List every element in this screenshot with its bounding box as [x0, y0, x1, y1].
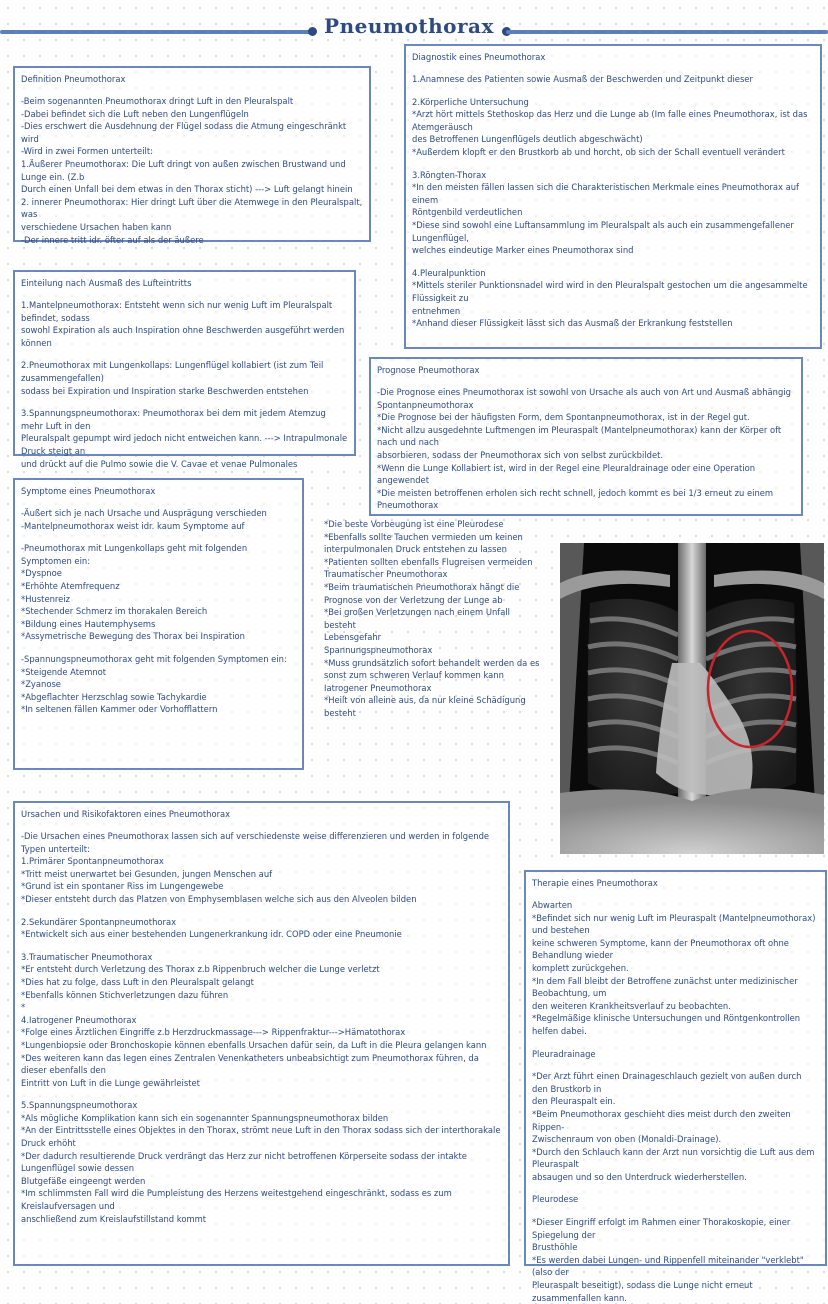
ursachen-line: 4.Iatrogener Pneumothorax	[21, 1014, 137, 1025]
diagnostik-spacer	[412, 159, 814, 169]
ursachen-spacer	[21, 906, 502, 916]
symptome-line: -Mantelpneumothorax weist idr. kaum Symptome auf	[21, 520, 245, 531]
symptome-line: *Zyanose	[21, 679, 61, 690]
vorbeugung-line: *Heilt von alleine aus, da nur kleine Schädigung besteht	[324, 695, 526, 718]
diagnostik-line: *In den meisten fällen lassen sich die Charakteristischen Merkmale eines Pneumothorax auf einem	[412, 182, 799, 205]
vorbeugung-line: Spannungspneumothorax	[324, 644, 433, 655]
therapie-line: den weiteren Krankheitsverlauf zu beobachten.	[532, 1000, 731, 1011]
prognose-line: *Wenn die Lunge Kollabiert ist, wird in der Regel eine Pleuraldrainage oder eine Operation angewendet	[377, 462, 756, 486]
symptome-line: *Erhöhte Atemfrequenz	[21, 580, 120, 591]
symptome-line: -Pneumothorax mit Lungenkollaps geht mit folgenden Symptomen ein:	[21, 543, 248, 566]
definition-line: 2. innerer Pneumothorax: Hier dringt Luft über die Atemwege in den Pleuralspalt, was	[21, 196, 363, 220]
einteilung-spacer	[21, 349, 348, 359]
ursachen-line: *Des weiteren kann das legen eines Zentralen Venenkatheters unbeabsichtigt zum Pneumothorax führen, da dieser ebenfalls den	[21, 1052, 479, 1076]
therapie-line: komplett zurückgehen.	[532, 962, 629, 973]
vorbeugung-line: interpulmonalen Druck entstehen zu lassen	[324, 544, 507, 555]
einteilung-line: sowohl Expiration als auch Inspiration ohne Beschwerden ausgeführt werden können	[21, 325, 345, 348]
diagnostik-heading: Diagnostik eines Pneumothorax	[412, 52, 546, 62]
diagnostik-line: 3.Röngten-Thorax	[412, 169, 487, 180]
vorbeugung-line: Iatrogener Pneumothorax	[324, 682, 432, 693]
ursachen-line: Eintritt von Luft in die Lunge gewährleistet	[21, 1077, 200, 1088]
symptome-line: *Bildung eines Hautemphysems	[21, 618, 156, 629]
ursachen-line: 2.Sekundärer Spontanpneumothorax	[21, 916, 177, 927]
prognose-line: Spontanpneumothorax	[377, 399, 474, 410]
ursachen-line: -Die Ursachen eines Pneumothorax lassen sich auf verschiedenste weise differenzieren und werden in folgende Typen unterteilt:	[21, 831, 490, 854]
ursachen-line: *Als mögliche Komplikation kann sich ein sogenannter Spannungspneumothorax bilden	[21, 1112, 389, 1123]
title-line-left	[0, 30, 312, 34]
symptome-line: *Steigende Atemnot	[21, 666, 107, 677]
therapie-line: den Pleuraspalt ein.	[532, 1096, 616, 1107]
symptome-line: -Spannungspneumothorax geht mit folgenden Symptomen ein:	[21, 653, 287, 664]
diagnostik-spacer	[412, 257, 814, 267]
therapie-spacer	[532, 1038, 819, 1048]
diagnostik-line: Röntgenbild verdeutlichen	[412, 207, 523, 218]
vorbeugung-line: *Bei großen Verletzungen nach einem Unfall besteht	[324, 607, 511, 630]
therapie-line: Abwarten	[532, 900, 573, 910]
einteilung-line: und drückt auf die Pulmo sowie die V. Cavae et venae Pulmonales	[21, 458, 298, 469]
therapie-line: *Durch den Schlauch kann der Arzt nun vorsichtig die Luft aus dem Pleuraspalt	[532, 1146, 815, 1170]
chest-xray-image	[560, 543, 824, 854]
therapie-line: *Beim Pneumothorax geschieht dies meist durch den zweiten Rippen-	[532, 1108, 791, 1132]
definition-line: -Dabei befindet sich die Luft neben den Lungenflügeln	[21, 108, 249, 119]
ursachen-line: *Tritt meist unerwartet bei Gesunden, jungen Menschen auf	[21, 868, 273, 879]
einteilung-line: 2.Pneumothorax mit Lungenkollaps: Lungenflügel kollabiert (ist zum Teil zusammengefallen)	[21, 360, 324, 383]
vorbeugung-line: Lebensgefahr	[324, 632, 382, 643]
ursachen-line: *Dieser entsteht durch das Platzen von Emphysemblasen welche sich aus den Alveolen bilden	[21, 893, 417, 904]
prognose-heading: Prognose Pneumothorax	[377, 365, 480, 375]
diagnostik-line: *Arzt hört mittels Stethoskop das Herz und die Lunge ab (Im falle eines Pneumothorax, ist das Atemgeräusch	[412, 109, 808, 132]
ursachen-line: *An der Eintrittsstelle eines Objektes in den Thorax, strömt neue Luft in den Thorax sodass sich der interthorakale Druck erhöht	[21, 1125, 501, 1149]
ursachen-spacer	[21, 1089, 502, 1099]
vorbeugung-line: *Ebenfalls sollte Tauchen vermieden um keinen	[324, 531, 523, 542]
vorbeugung-line: Traumatischer Pneumothorax	[324, 569, 448, 580]
diagnostik-line: des Betroffenen Lungenflügels deutlich abgeschwächt)	[412, 134, 643, 145]
prognose-line: -Die Prognose eines Pneumothorax ist sowohl von Ursache als auch von Art und Ausmaß abhängig	[377, 387, 791, 397]
ursachen-spacer	[21, 941, 502, 951]
einteilung-box	[13, 270, 356, 469]
vorbeugung-line: *Beim traumatischen Pneumothorax hängt die	[324, 581, 520, 592]
definition-line: Durch einen Unfall bei dem etwas in den Thorax sticht) ---> Luft gelangt hinein	[21, 184, 353, 195]
diagnostik-line: 2.Körperliche Untersuchung	[412, 96, 529, 107]
symptome-box	[13, 478, 304, 770]
therapie-line: *Es werden dabei Lungen- und Rippenfell miteinander "verklebt" (also der	[532, 1254, 804, 1278]
definition-heading: Definition Pneumothorax	[21, 74, 126, 84]
symptome-line: -Äußert sich je nach Ursache und Ausprägung verschieden	[21, 508, 267, 518]
definition-line: -Dies erschwert die Ausdehnung der Flügel sodass die Atmung eingeschränkt wird	[21, 121, 347, 144]
ursachen-line: 1.Primärer Spontanpneumothorax	[21, 856, 164, 867]
ursachen-line: *Lungenbiopsie oder Bronchoskopie können ebenfalls Ursachen dafür sein, da Luft in die Pleura gelangen kann	[21, 1039, 487, 1050]
therapie-line: Pleuraspalt beseitigt), sodass die Lunge nicht erneut zusammenfallen kann.	[532, 1280, 753, 1303]
ursachen-line: *Entwickelt sich aus einer bestehenden Lungenerkrankung idr. COPD oder eine Pneumonie	[21, 929, 402, 940]
therapie-heading: Therapie eines Pneumothorax	[532, 878, 658, 888]
einteilung-line: 1.Mantelpneumothorax: Entsteht wenn sich nur wenig Luft im Pleuralspalt befindet, sodass	[21, 300, 333, 323]
einteilung-line: 3.Spannungspneumothorax: Pneumothorax bei dem mit jedem Atemzug mehr Luft in den	[21, 408, 326, 431]
diagnostik-spacer	[412, 86, 814, 96]
therapie-spacer	[532, 1183, 819, 1193]
ursachen-line: *Er entsteht durch Verletzung des Thorax z.b Rippenbruch welcher die Lunge verletzt	[21, 964, 380, 975]
ursachen-line: *Folge eines Ärztlichen Eingriffe z.b Herzdruckmassage---> Rippenfraktur--->Hämatothorax	[21, 1027, 406, 1038]
definition-box	[13, 66, 371, 245]
definition-line: -Beim sogenannten Pneumothorax dringt Luft in den Pleuralspalt	[21, 96, 294, 106]
vorbeugung-line: *Muss grundsätzlich sofort behandelt werden da es	[324, 657, 540, 668]
symptome-line: *In seltenen fällen Kammer oder Vorhofflattern	[21, 704, 218, 715]
prognose-box	[369, 357, 803, 516]
vorbeugung-line: sonst zum schweren Verlauf kommen kann	[324, 670, 504, 681]
diagnostik-line: welches eindeutige Marker eines Pneumothorax sind	[412, 245, 634, 256]
einteilung-spacer	[21, 397, 348, 407]
prognose-line: *Die Prognose bei der häufigsten Form, dem Spontanpneumothorax, ist in der Regel gut.	[377, 412, 750, 423]
therapie-line: *Der Arzt führt einen Drainageschlauch gezielt von außen durch den Brustkorb in	[532, 1071, 802, 1094]
symptome-heading: Symptome eines Pneumothorax	[21, 486, 156, 496]
symptome-line: *Assymetrische Bewegung des Thorax bei Inspiration	[21, 631, 245, 642]
ursachen-line: 3.Traumatischer Pneumothorax	[21, 951, 153, 962]
symptome-spacer	[21, 643, 296, 653]
diagnostik-line: *Anhand dieser Flüssigkeit lässt sich das Ausmaß der Erkrankung feststellen	[412, 318, 733, 329]
therapie-spacer	[532, 1060, 819, 1070]
ursachen-heading: Ursachen und Risikofaktoren eines Pneumothorax	[21, 809, 231, 819]
symptome-spacer	[21, 532, 296, 542]
ursachen-line: *Ebenfalls können Stichverletzungen dazu führen	[21, 989, 229, 1000]
ursachen-box	[13, 801, 510, 1266]
diagnostik-line: entnehmen	[412, 305, 461, 316]
diagnostik-line: *Mittels steriler Punktionsnadel wird wird in den Pleuralspalt gestochen um die angesammelte Flüssigkeit zu	[412, 280, 808, 303]
therapie-line: *Dieser Eingriff erfolgt im Rahmen einer Thorakoskopie, einer Spiegelung der	[532, 1217, 791, 1240]
title-line-right	[506, 30, 828, 34]
prognose-line: *Nicht allzu ausgedehnte Luftmengen im Pleuraspalt (Mantelpneumothorax) kann der Körper oft nach und nach	[377, 424, 782, 448]
symptome-line: *Hustenreiz	[21, 593, 71, 604]
therapie-line: keine schweren Symptome, kann der Pneumothorax oft ohne Behandlung wieder	[532, 937, 789, 961]
einteilung-line: sodass bei Expiration und Inspiration starke Beschwerden entstehen	[21, 385, 309, 396]
prognose-line: *Die meisten betroffenen erholen sich recht schnell, jedoch kommt es bei 1/3 erneut zu einem Pneumothorax	[377, 487, 774, 511]
vorbeugung-line: *Die beste Vorbeugung ist eine Pleurodese	[324, 519, 504, 529]
definition-line: -Der innere tritt idr. öfter auf als der äußere	[21, 234, 204, 245]
xray-svg	[560, 543, 824, 854]
therapie-line: Pleurodese	[532, 1194, 579, 1205]
einteilung-line: Pleuralspalt gepumpt wird jedoch nicht entweichen kann. ---> Intrapulmonale Druck steigt an	[21, 433, 348, 456]
ursachen-line: anschließend zum Kreislaufstillstand kommt	[21, 1213, 207, 1224]
definition-line: -Wird in zwei Formen unterteilt:	[21, 146, 153, 157]
therapie-line: *Regelmäßige klinische Untersuchungen und Röntgenkontrollen helfen dabei.	[532, 1013, 801, 1036]
ursachen-line: *Grund ist ein spontaner Riss im Lungengewebe	[21, 881, 224, 892]
ursachen-line: *Der dadurch resultierende Druck verdrängt das Herz zur nicht betroffenen Körperseite sodass der intakte Lungenflügel sowie dessen	[21, 1150, 467, 1174]
symptome-line: *Dyspnoe	[21, 568, 62, 579]
ursachen-line: *Dies hat zu folge, dass Luft in den Pleuralspalt gelangt	[21, 976, 254, 987]
diagnostik-line: 4.Pleuralpunktion	[412, 267, 486, 278]
therapie-line: Zwischenraum von oben (Monaldi-Drainage).	[532, 1134, 722, 1145]
ursachen-line: *	[21, 1002, 26, 1013]
diagnostik-line: 1.Anamnese des Patienten sowie Ausmaß der Beschwerden und Zeitpunkt dieser	[412, 74, 753, 84]
definition-line: verschiedene Ursachen haben kann	[21, 221, 172, 232]
ursachen-line: 5.Spannungspneumothorax	[21, 1100, 138, 1111]
symptome-line: *Stechender Schmerz im thorakalen Bereich	[21, 606, 208, 617]
ursachen-line: *Im schlimmsten Fall wird die Pumpleistung des Herzens weitestgehend eingeschränkt, sodass es zum Kreislaufversagen und	[21, 1188, 452, 1212]
vorbeugung-box	[318, 516, 550, 746]
definition-line: 1.Äußerer Pneumothorax: Die Luft dringt von außen zwischen Brustwand und Lunge ein. (Z.b	[21, 158, 346, 182]
diagnostik-line: *Diese sind sowohl eine Luftansammlung im Pleuralspalt als auch ein zusammengefallener Lungenflügel,	[412, 219, 794, 243]
symptome-line: *Abgeflachter Herzschlag sowie Tachykardie	[21, 691, 207, 702]
therapie-box	[524, 870, 827, 1303]
diagnostik-line: *Außerdem klopft er den Brustkorb ab und horcht, ob sich der Schall eventuell verändert	[412, 146, 785, 157]
einteilung-heading: Einteilung nach Ausmaß des Lufteintritts	[21, 278, 192, 288]
page-title: Pneumothorax	[324, 14, 494, 38]
vorbeugung-line: *Patienten sollten ebenfalls Flugreisen vermeiden	[324, 556, 533, 567]
therapie-line: *Befindet sich nur wenig Luft im Pleuraspalt (Mantelpneumothorax) und bestehen	[532, 912, 816, 936]
prognose-line: absorbieren, sodass der Pneumothorax sich von selbst zurückbildet.	[377, 449, 664, 460]
therapie-spacer	[532, 1206, 819, 1216]
diagnostik-box	[404, 44, 822, 349]
therapie-line: Brusthöhle	[532, 1242, 578, 1253]
vorbeugung-line: Prognose von der Verletzung der Lunge ab	[324, 594, 503, 605]
therapie-line: *In dem Fall bleibt der Betroffene zunächst unter medizinischer Beobachtung, um	[532, 975, 798, 999]
therapie-line: Pleuradrainage	[532, 1048, 596, 1059]
therapie-line: absaugen und so den Unterdruck wiederherstellen.	[532, 1171, 747, 1182]
ursachen-line: Blutgefäße eingeengt werden	[21, 1175, 146, 1186]
